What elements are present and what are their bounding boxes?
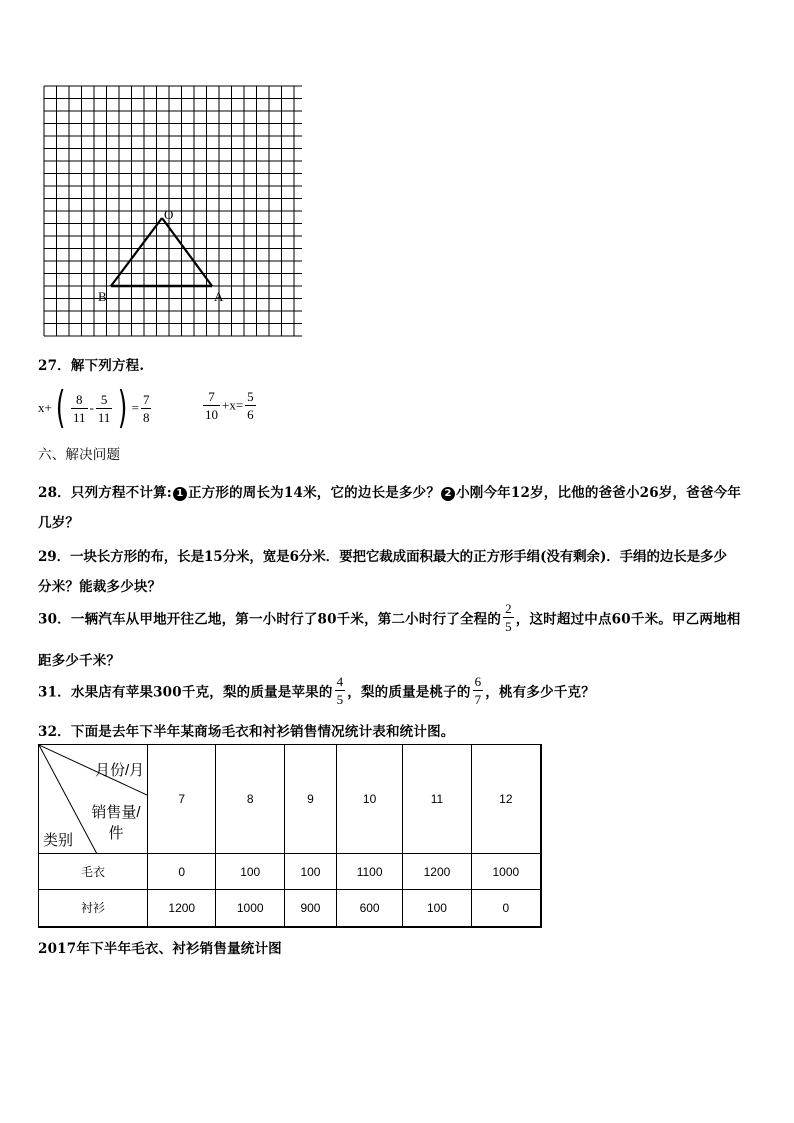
table-cell: 0 bbox=[471, 890, 541, 927]
vertex-label-b: B bbox=[98, 289, 107, 304]
denominator: 5 bbox=[336, 692, 344, 707]
eq2-rhs-fraction bbox=[245, 388, 256, 423]
q27-equation-2 bbox=[201, 388, 258, 423]
eq1-fraction-2 bbox=[96, 391, 113, 426]
q31-part-a: 31．水果店有苹果300千克，梨的质量是苹果的 bbox=[38, 684, 333, 701]
q31-part-b: ，梨的质量是桃子的 bbox=[347, 684, 471, 701]
chart-title: 2017年下半年毛衣、衬衫销售量统计图 bbox=[38, 941, 282, 957]
q28-part-c: 小刚今年12岁，比他的爸爸小26岁，爸爸今年 bbox=[456, 485, 742, 501]
eq2-mid: +x= bbox=[222, 397, 244, 413]
q29-line-2: 分米？能裁多少块？ bbox=[38, 579, 162, 595]
q32-title: 32．下面是去年下半年某商场毛衣和衬衫销售情况统计表和统计图。 bbox=[38, 724, 455, 740]
circled-number-2: 2 bbox=[441, 487, 455, 501]
q28-part-a: 28．只列方程不计算: bbox=[38, 485, 172, 501]
numerator: 6 bbox=[474, 674, 482, 689]
table-cell: 100 bbox=[216, 854, 284, 890]
denominator: 5 bbox=[505, 619, 512, 634]
numerator: 8 bbox=[71, 391, 88, 409]
sales-table bbox=[38, 744, 542, 928]
denominator: 8 bbox=[142, 409, 150, 425]
numerator: 7 bbox=[203, 388, 220, 406]
left-paren: ( bbox=[55, 382, 66, 433]
table-cell: 100 bbox=[284, 854, 336, 890]
q30-part-b: ，这时超过中点60千米。甲乙两地相 bbox=[515, 611, 741, 628]
q30-line-1 bbox=[38, 600, 740, 635]
q31-fraction-1 bbox=[335, 673, 346, 708]
denominator: 11 bbox=[73, 409, 86, 425]
table-cell: 900 bbox=[284, 890, 336, 927]
right-paren: ) bbox=[118, 382, 128, 433]
q28-line-2: 几岁？ bbox=[38, 515, 80, 531]
q30-fraction bbox=[503, 600, 514, 635]
row-label-sweater: 毛衣 bbox=[39, 854, 148, 890]
q28-line-1 bbox=[38, 481, 741, 501]
eq1-minus: - bbox=[89, 400, 94, 415]
eq1-rhs-fraction bbox=[141, 391, 152, 426]
q30-line-2: 距多少千米？ bbox=[38, 653, 121, 669]
table-row-shirt bbox=[39, 890, 542, 927]
section-6-title: 六、解决问题 bbox=[38, 447, 121, 463]
header-sales-label: 销售量/件 bbox=[91, 804, 141, 842]
q30-part-a: 30．一辆汽车从甲地开往乙地，第一小时行了80千米，第二小时行了全程的 bbox=[38, 611, 502, 628]
month-header: 11 bbox=[403, 745, 471, 854]
denominator: 11 bbox=[97, 409, 111, 425]
month-header: 10 bbox=[336, 745, 402, 854]
eq2-fraction bbox=[203, 388, 220, 423]
q31-fraction-2 bbox=[473, 673, 484, 708]
table-cell: 1200 bbox=[148, 890, 216, 927]
table-cell: 0 bbox=[148, 854, 216, 890]
denominator: 7 bbox=[474, 692, 482, 707]
month-header: 8 bbox=[216, 745, 284, 854]
header-month-label: 月份/月 bbox=[95, 762, 145, 779]
diagonal-header-cell bbox=[39, 745, 148, 854]
denominator: 10 bbox=[205, 407, 218, 422]
eq1-equals: = bbox=[131, 400, 139, 415]
vertex-label-a: A bbox=[214, 289, 224, 304]
table-cell: 1100 bbox=[336, 854, 402, 890]
table-cell: 100 bbox=[403, 890, 471, 927]
month-header: 7 bbox=[148, 745, 216, 854]
month-header: 9 bbox=[284, 745, 336, 854]
numerator: 5 bbox=[247, 389, 254, 404]
numerator: 5 bbox=[96, 391, 113, 409]
vertex-label-o: O bbox=[164, 207, 174, 222]
table-cell: 1000 bbox=[471, 854, 541, 890]
row-label-shirt: 衬衫 bbox=[39, 890, 148, 927]
eq1-prefix: x+ bbox=[38, 400, 52, 415]
q31-line bbox=[38, 673, 595, 708]
grid-figure bbox=[40, 84, 302, 342]
numerator: 7 bbox=[142, 391, 150, 407]
numerator: 4 bbox=[336, 674, 344, 689]
table-row-sweater bbox=[39, 854, 542, 890]
q28-part-b: 正方形的周长为14米，它的边长是多少？ bbox=[187, 485, 441, 501]
table-cell: 600 bbox=[336, 890, 402, 927]
table-cell: 1200 bbox=[403, 854, 471, 890]
q27-equation-1 bbox=[38, 382, 153, 433]
q27-title: 27．解下列方程. bbox=[38, 358, 145, 374]
eq1-fraction-1 bbox=[71, 391, 88, 426]
q31-part-c: ，桃有多少千克？ bbox=[485, 684, 595, 701]
header-category-label: 类别 bbox=[43, 832, 74, 849]
circled-number-1: 1 bbox=[173, 487, 187, 501]
denominator: 6 bbox=[247, 407, 254, 422]
numerator: 2 bbox=[505, 601, 512, 616]
table-header-row bbox=[39, 745, 542, 854]
table-cell: 1000 bbox=[216, 890, 284, 927]
month-header: 12 bbox=[471, 745, 541, 854]
q29-line-1: 29．一块长方形的布，长是15分米，宽是6分米．要把它裁成面积最大的正方形手绢(没有剩余)．手绢的边长是多少 bbox=[38, 549, 727, 565]
